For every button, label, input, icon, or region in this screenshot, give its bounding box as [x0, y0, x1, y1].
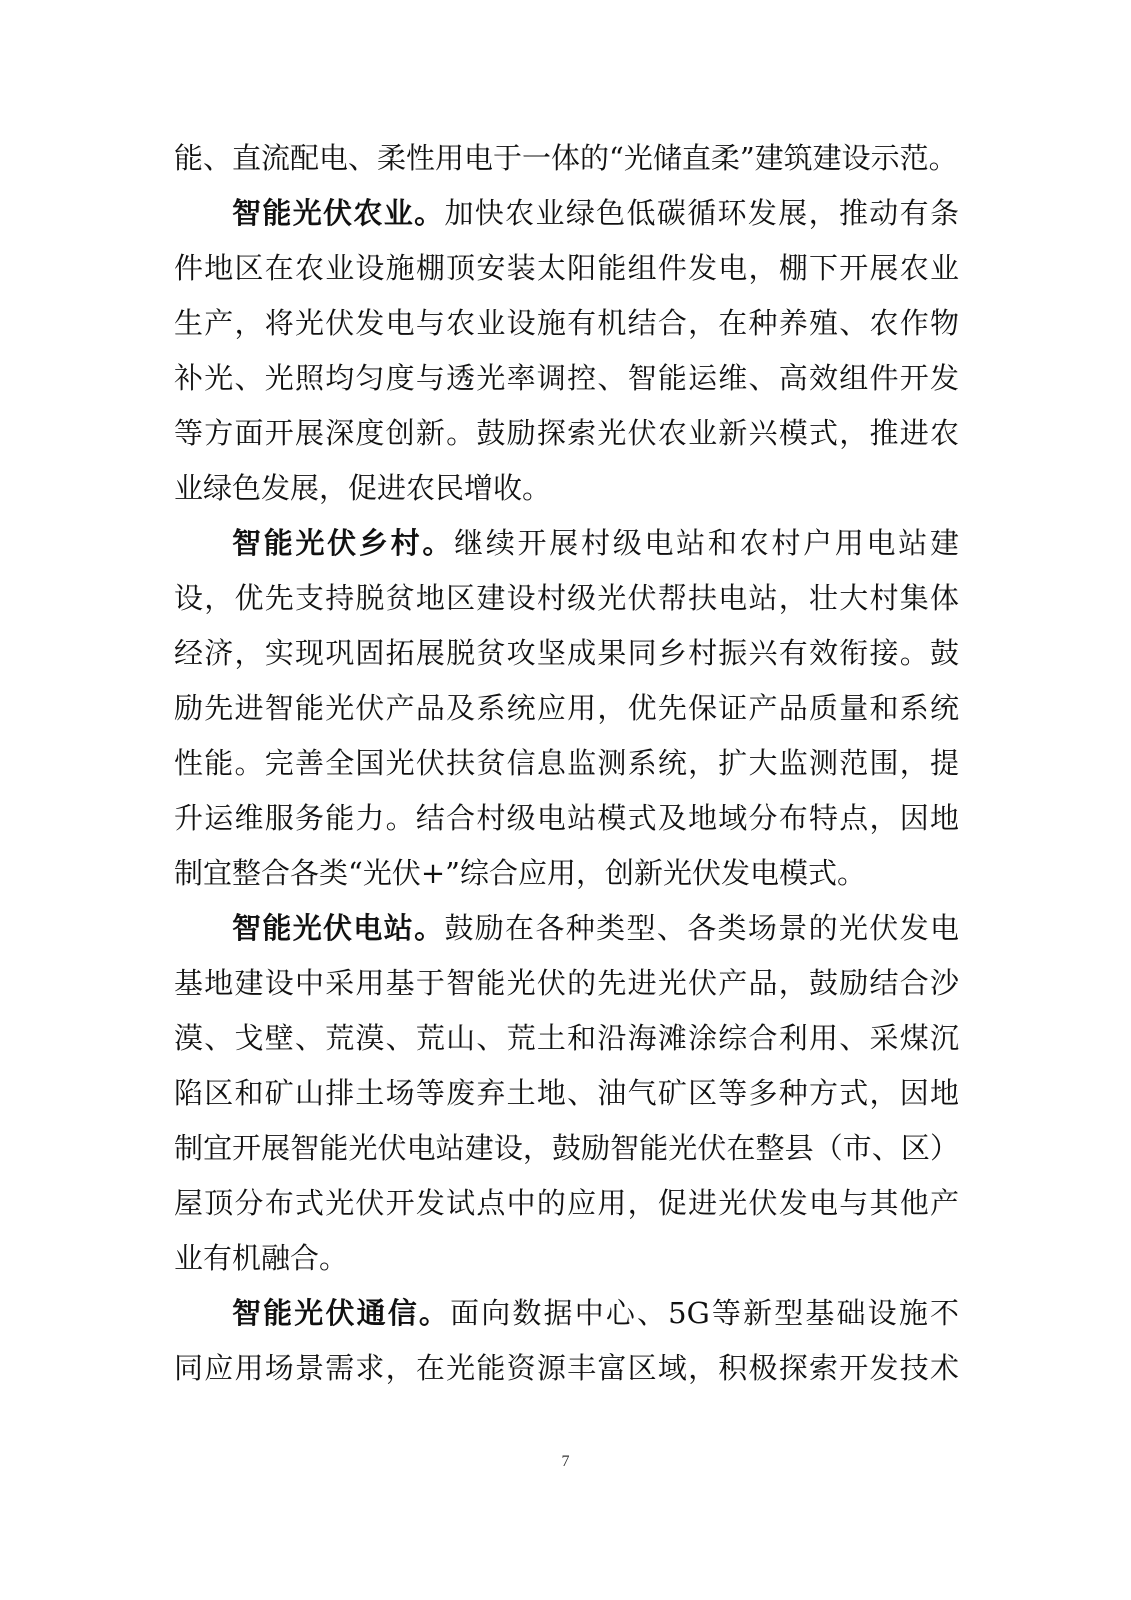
paragraph-village — [174, 516, 959, 901]
text-line: 经济，实现巩固拓展脱贫攻坚成果同乡村振兴有效衔接。鼓 — [174, 636, 959, 670]
text-line: 升运维服务能力。结合村级电站模式及地域分布特点，因地 — [174, 801, 959, 835]
text-line: 业绿色发展，促进农民增收。 — [174, 471, 552, 505]
paragraph-first-line — [174, 516, 959, 571]
text-line: 励先进智能光伏产品及系统应用，优先保证产品质量和系统 — [174, 691, 959, 725]
text-line: 漠、戈壁、荒漠、荒山、荒土和沿海滩涂综合利用、采煤沉 — [174, 1021, 959, 1055]
text-line: 基地建设中采用基于智能光伏的先进光伏产品，鼓励结合沙 — [174, 966, 959, 1000]
text-line: 等方面开展深度创新。鼓励探索光伏农业新兴模式，推进农 — [174, 416, 959, 450]
paragraph-power-station — [174, 901, 959, 1286]
text-line: 制宜整合各类“光伏+”综合应用，创新光伏发电模式。 — [174, 856, 866, 890]
text-line: 制宜开展智能光伏电站建设，鼓励智能光伏在整县（市、区） — [174, 1131, 959, 1165]
paragraph-first-line — [174, 1286, 959, 1341]
text-line: 加快农业绿色低碳循环发展，推动有条 — [444, 196, 959, 230]
text-line: 鼓励在各种类型、各类场景的光伏发电 — [444, 911, 959, 945]
paragraph-first-line — [174, 901, 959, 956]
text-line: 业有机融合。 — [174, 1241, 349, 1275]
text-line: 陷区和矿山排土场等废弃土地、油气矿区等多种方式，因地 — [174, 1076, 959, 1110]
section-heading: 智能光伏通信。 — [232, 1296, 451, 1330]
text-line: 件地区在农业设施棚顶安装太阳能组件发电，棚下开展农业 — [174, 251, 959, 285]
text-line: 面向数据中心、5G等新型基础设施不 — [450, 1296, 959, 1330]
section-heading: 智能光伏电站。 — [232, 911, 445, 945]
paragraph-communication — [174, 1286, 959, 1396]
text-line: 生产，将光伏发电与农业设施有机结合，在种养殖、农作物 — [174, 306, 959, 340]
paragraph-first-line — [174, 186, 959, 241]
body-text — [174, 131, 959, 1396]
text-line: 屋顶分布式光伏开发试点中的应用，促进光伏发电与其他产 — [174, 1186, 959, 1220]
text-line: 设，优先支持脱贫地区建设村级光伏帮扶电站，壮大村集体 — [174, 581, 959, 615]
paragraph-agriculture — [174, 186, 959, 516]
text-line: 性能。完善全国光伏扶贫信息监测系统，扩大监测范围，提 — [174, 746, 959, 780]
page-number: 7 — [561, 1453, 570, 1470]
text-line: 继续开展村级电站和农村户用电站建 — [454, 526, 959, 560]
text-line: 同应用场景需求，在光能资源丰富区域，积极探索开发技术 — [174, 1351, 959, 1385]
text-line: 能、直流配电、柔性用电于一体的“光储直柔”建筑建设示范。 — [174, 141, 958, 175]
text-line: 补光、光照均匀度与透光率调控、智能运维、高效组件开发 — [174, 361, 959, 395]
section-heading: 智能光伏农业。 — [232, 196, 445, 230]
section-heading: 智能光伏乡村。 — [232, 526, 455, 560]
paragraph-continuation — [174, 131, 959, 186]
